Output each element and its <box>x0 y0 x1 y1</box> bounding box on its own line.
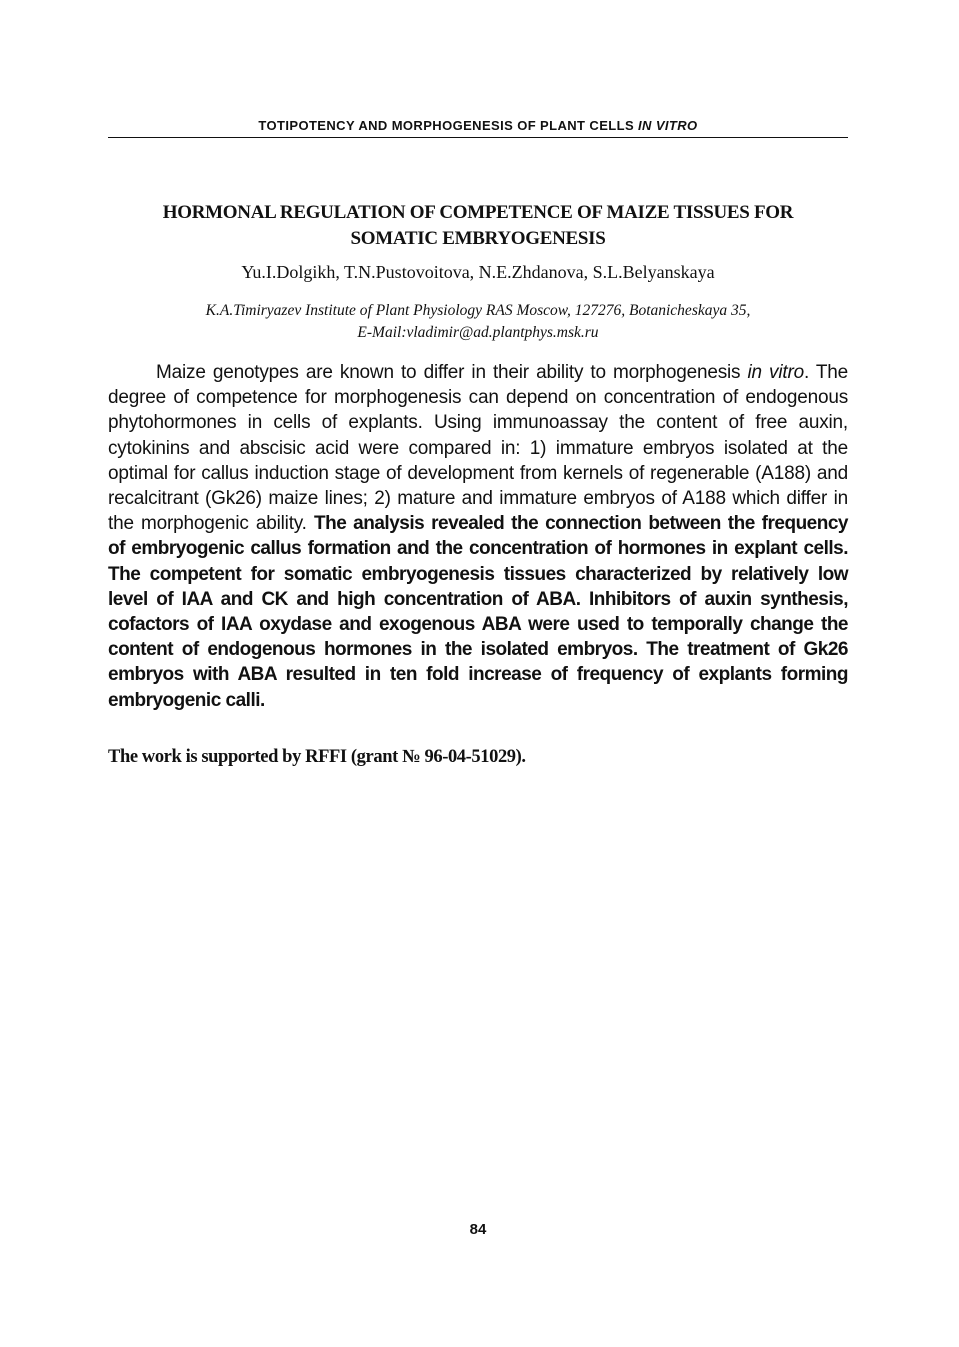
paper-title <box>108 200 848 252</box>
authors: Yu.I.Dolgikh, T.N.Pustovoitova, N.E.Zhdanova, S.L.Belyanskaya <box>241 262 715 282</box>
running-head-italic: IN VITRO <box>638 118 698 133</box>
abstract-bold: The analysis revealed the connection between the frequency of embryogenic callus formation and the concentration of hormones in explant cells. The competent for somatic embryogenesis tissues characterized by relatively low level of IAA and CK and high concentration of ABA. Inhibitors of auxin synthesis, cofactors of IAA oxydase and exogenous ABA were used to temporally change the content of endogenous hormones in the isolated embryos. The treatment of Gk26 embryos with ABA resulted in ten fold increase of frequency of explants forming embryogenic calli. <box>108 513 848 711</box>
abstract-start: Maize genotypes are known to differ in their ability to morphogenesis <box>156 362 748 383</box>
abstract-italic: in vitro <box>747 362 804 383</box>
page-number: 84 <box>469 1221 487 1238</box>
affiliation <box>108 300 848 344</box>
affiliation-email: E-Mail:vladimir@ad.plantphys.msk.ru <box>357 324 599 341</box>
paper-title-line2: SOMATIC EMBRYOGENESIS <box>350 228 606 249</box>
header-rule <box>108 137 848 138</box>
abstract-rest: . The degree of competence for morphogenesis can depend on concentration of endogenous phytohormones in cells of explants. Using immunoassay the content of free auxin, cytokinins and abscisic acid were compared in: 1) immature embryos isolated at the optimal for callus induction stage of development from kernels of regenerable (A188) and recalcitrant (Gk26) maize lines; 2) mature and immature embryos of A188 which differ in the morphogenic ability. <box>108 362 848 535</box>
funding-note: The work is supported by RFFI (grant № 96-04-51029). <box>108 747 526 767</box>
paper-title-line1: HORMONAL REGULATION OF COMPETENCE OF MAIZE TISSUES FOR <box>162 202 794 223</box>
running-head-main: TOTIPOTENCY AND MORPHOGENESIS OF PLANT CELLS <box>258 118 639 133</box>
running-head <box>108 118 848 134</box>
abstract <box>108 360 848 713</box>
affiliation-line1: K.A.Timiryazev Institute of Plant Physiology RAS Moscow, 127276, Botanicheskaya 35, <box>205 302 751 319</box>
abstract-indent <box>108 362 156 383</box>
